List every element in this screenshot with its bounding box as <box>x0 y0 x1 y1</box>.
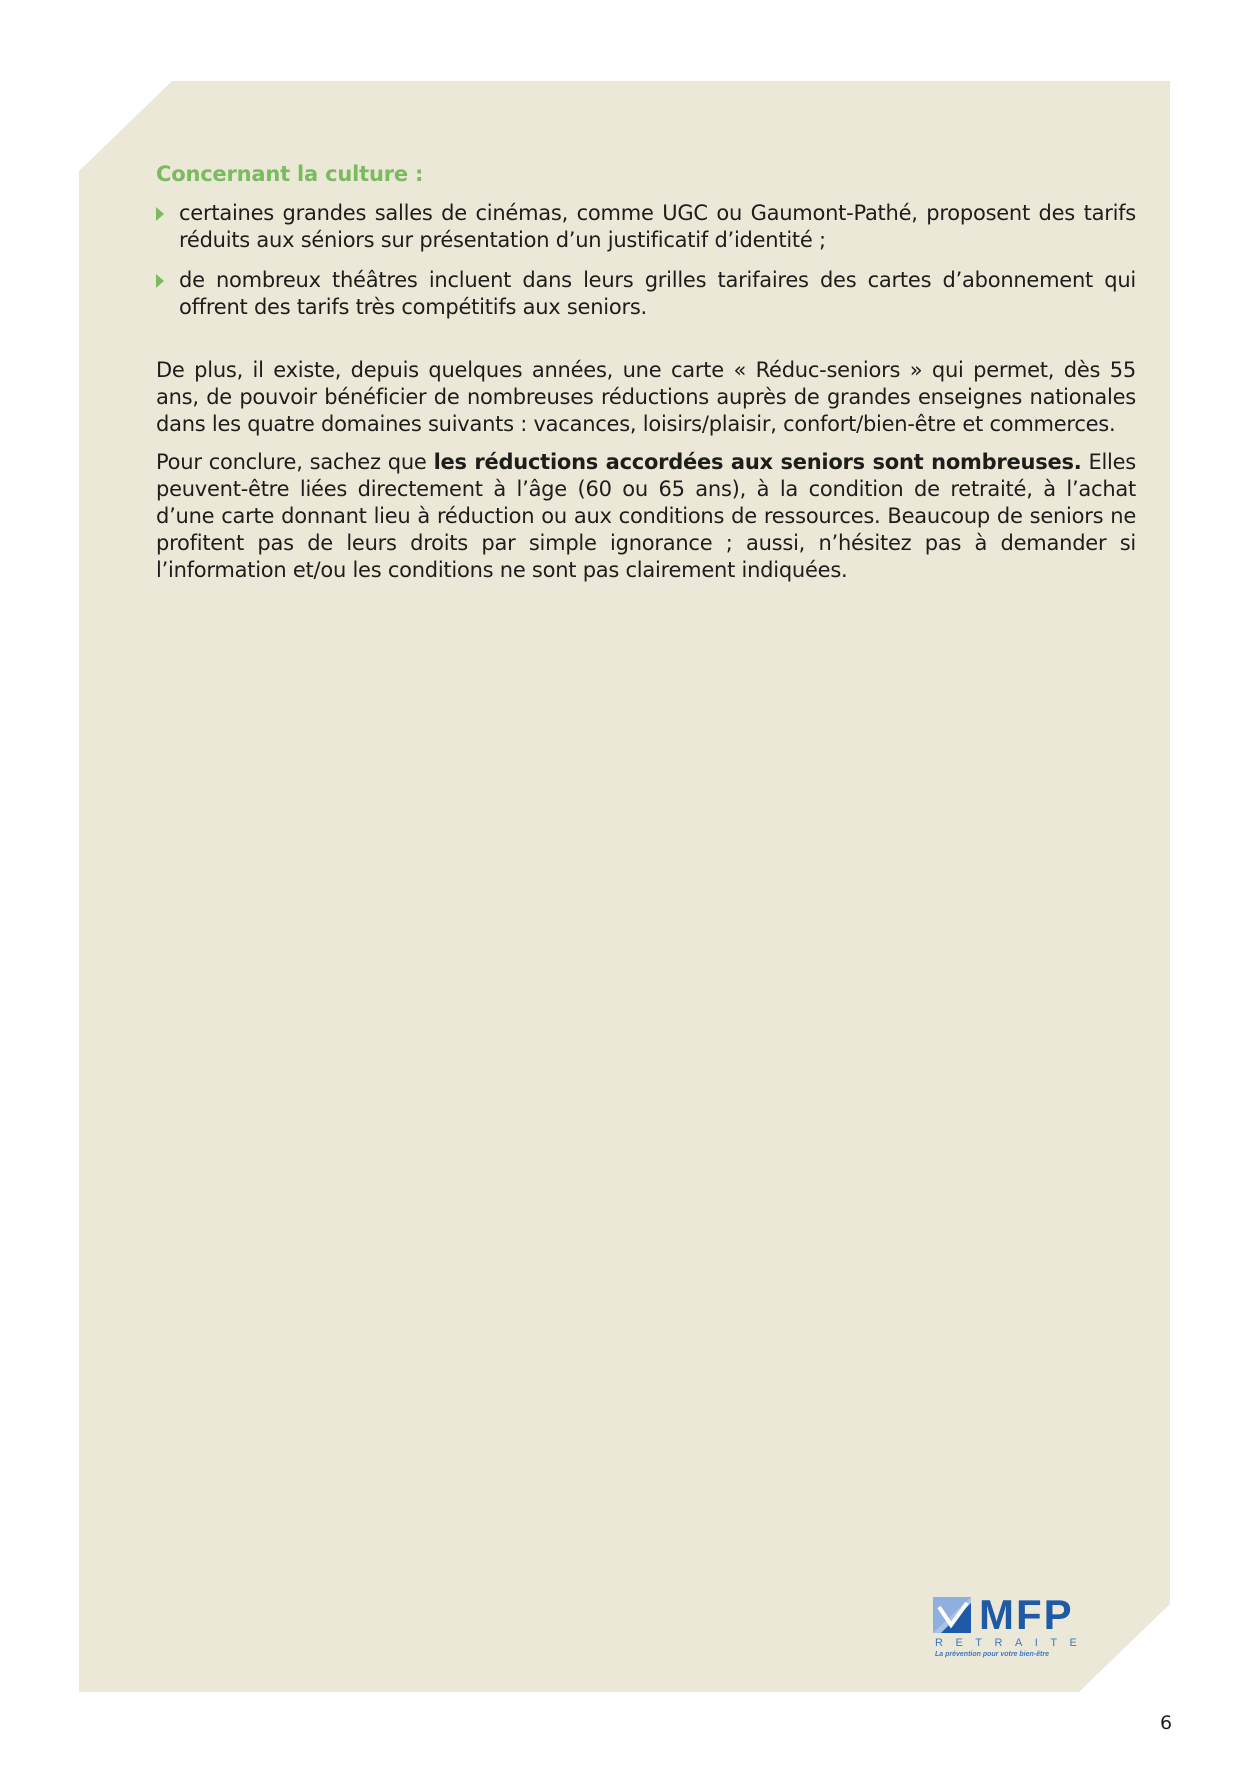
paragraph-reduc-seniors: De plus, il existe, depuis quelques années, une carte « Réduc-seniors » qui permet, dès 55 ans, de pouvoir bénéficier de nombreuses réductions auprès de grandes enseignes nationales dans les quatre domaines suivants : vacances, loisirs/plaisir, confort/bien-être et commerces. <box>156 358 1136 436</box>
paragraph-conclusion <box>156 449 1136 584</box>
logo-subtitle: RETRAITE <box>935 1637 1090 1649</box>
list-item <box>156 200 1136 254</box>
conclusion-intro: Pour conclure, sachez que <box>156 450 434 474</box>
main-content <box>156 160 1136 595</box>
list-item <box>156 267 1136 321</box>
bullet-text: de nombreux théâtres incluent dans leurs grilles tarifaires des cartes d’abonnement qui offrent des tarifs très compétitifs aux seniors. <box>179 268 1136 319</box>
mfp-logo-mark-icon <box>933 1597 973 1635</box>
page-number: 6 <box>1160 1712 1173 1734</box>
bullet-arrow-icon <box>156 274 164 288</box>
section-heading: Concernant la culture : <box>156 162 424 186</box>
logo-tagline: La prévention pour votre bien-être <box>935 1651 1049 1658</box>
mfp-retraite-logo <box>933 1591 1090 1658</box>
bullet-list <box>156 200 1136 321</box>
bullet-arrow-icon <box>156 207 164 221</box>
logo-name: MFP <box>979 1591 1074 1638</box>
conclusion-rest: Elles peuvent-être liées directement à l’âge (60 ou 65 ans), à la condition de retraité, à l’achat d’une carte donnant lieu à réduction ou aux conditions de ressources. Beaucoup de seniors ne profitent pas de leurs droits par simple ignorance ; aussi, n’hésitez pas à demander si l’information et/ou les conditions ne sont pas clairement indiquées. <box>156 450 1136 582</box>
conclusion-emphasis: les réductions accordées aux seniors sont nombreuses. <box>433 450 1082 474</box>
bullet-text: certaines grandes salles de cinémas, comme UGC ou Gaumont-Pathé, proposent des tarifs réduits aux séniors sur présentation d’un justificatif d’identité ; <box>179 201 1136 252</box>
